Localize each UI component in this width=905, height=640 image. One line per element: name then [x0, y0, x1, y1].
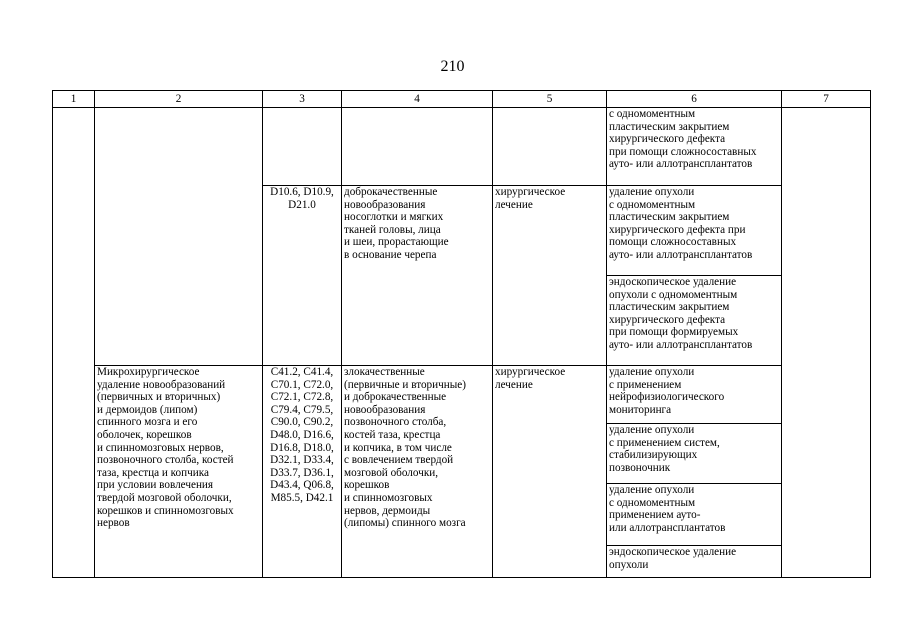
diagnosis-text: злокачественные (первичные и вторичные) и доброкачественные новообразования позвоночного столба, костей таза, крестца и копчика, в том числе с вовлечением твердой мозговой оболочки, корешков и спинномозговых нервов, дермоиды (липомы) спинного мозга — [344, 366, 466, 530]
method-text: эндоскопическое удаление опухоли — [609, 546, 737, 571]
group-name-text: Микрохирургическое удаление новообразований (первичных и вторичных) и дермоидов (липом) спинного мозга и его оболочек, корешков и спинномозговых нервов, позвоночного столба, костей таза, крестца и копчика при условии вовлечения твердой мозговой оболочки, корешков и спинномозговых нервов — [97, 366, 234, 530]
treatment-type-text: хирургическое лечение — [495, 186, 566, 211]
codes-cell — [263, 186, 342, 366]
diagnosis-cell — [342, 366, 493, 578]
method-cell — [607, 186, 782, 276]
col-header-1: 1 — [53, 91, 95, 108]
treatment-type-cell — [493, 108, 607, 186]
col-header-7: 7 — [782, 91, 871, 108]
method-cell — [607, 424, 782, 484]
col-header-6: 6 — [607, 91, 782, 108]
table-row — [53, 366, 871, 424]
col-header-3: 3 — [263, 91, 342, 108]
diagnosis-text: доброкачественные новообразования носоглотки и мягких тканей головы, лица и шеи, прорастающие в основание черепа — [344, 186, 449, 261]
col-header-2: 2 — [95, 91, 263, 108]
column-7-cell — [782, 108, 871, 578]
group-name-cell — [95, 366, 263, 578]
col-header-4: 4 — [342, 91, 493, 108]
table-row — [53, 108, 871, 186]
page-number: 210 — [440, 58, 465, 75]
method-cell — [607, 276, 782, 366]
method-text: эндоскопическое удаление опухоли с одномоментным пластическим закрытием хирургического дефекта при помощи формируемых ауто- или аллотрансплантатов — [609, 276, 753, 351]
treatment-table — [52, 90, 871, 578]
codes-text: D10.6, D10.9, D21.0 — [270, 186, 334, 211]
method-text: удаление опухоли с применением систем, стабилизирующих позвоночник — [609, 424, 720, 474]
diagnosis-cell — [342, 186, 493, 366]
codes-cell — [263, 366, 342, 578]
method-cell — [607, 108, 782, 186]
treatment-type-text: хирургическое лечение — [495, 366, 566, 391]
method-cell — [607, 484, 782, 546]
header-row — [53, 91, 871, 108]
diagnosis-cell — [342, 108, 493, 186]
method-text: удаление опухоли с применением нейрофизиологического мониторинга — [609, 366, 725, 416]
group-name-cell — [95, 108, 263, 366]
treatment-type-cell — [493, 186, 607, 366]
codes-text: C41.2, C41.4, C70.1, C72.0, C72.1, C72.8, C79.4, C79.5, C90.0, C90.2, D48.0, D16.6, D16.8, D18.0, D32.1, D33.4, D33.7, D36.1, D43.4, Q06.8, M85.5, D42.1 — [270, 366, 334, 504]
method-cell — [607, 546, 782, 578]
method-text: удаление опухоли с одномоментным пластическим закрытием хирургического дефекта при помощи сложносоставных ауто- или аллотрансплантатов — [609, 186, 753, 261]
col-header-5: 5 — [493, 91, 607, 108]
column-1-cell — [53, 108, 95, 578]
codes-cell — [263, 108, 342, 186]
method-text: с одномоментным пластическим закрытием хирургического дефекта при помощи сложносоставных ауто- или аллотрансплантатов — [609, 108, 757, 171]
method-cell — [607, 366, 782, 424]
treatment-type-cell — [493, 366, 607, 578]
method-text: удаление опухоли с одномоментным применением ауто- или аллотрансплантатов — [609, 484, 726, 534]
